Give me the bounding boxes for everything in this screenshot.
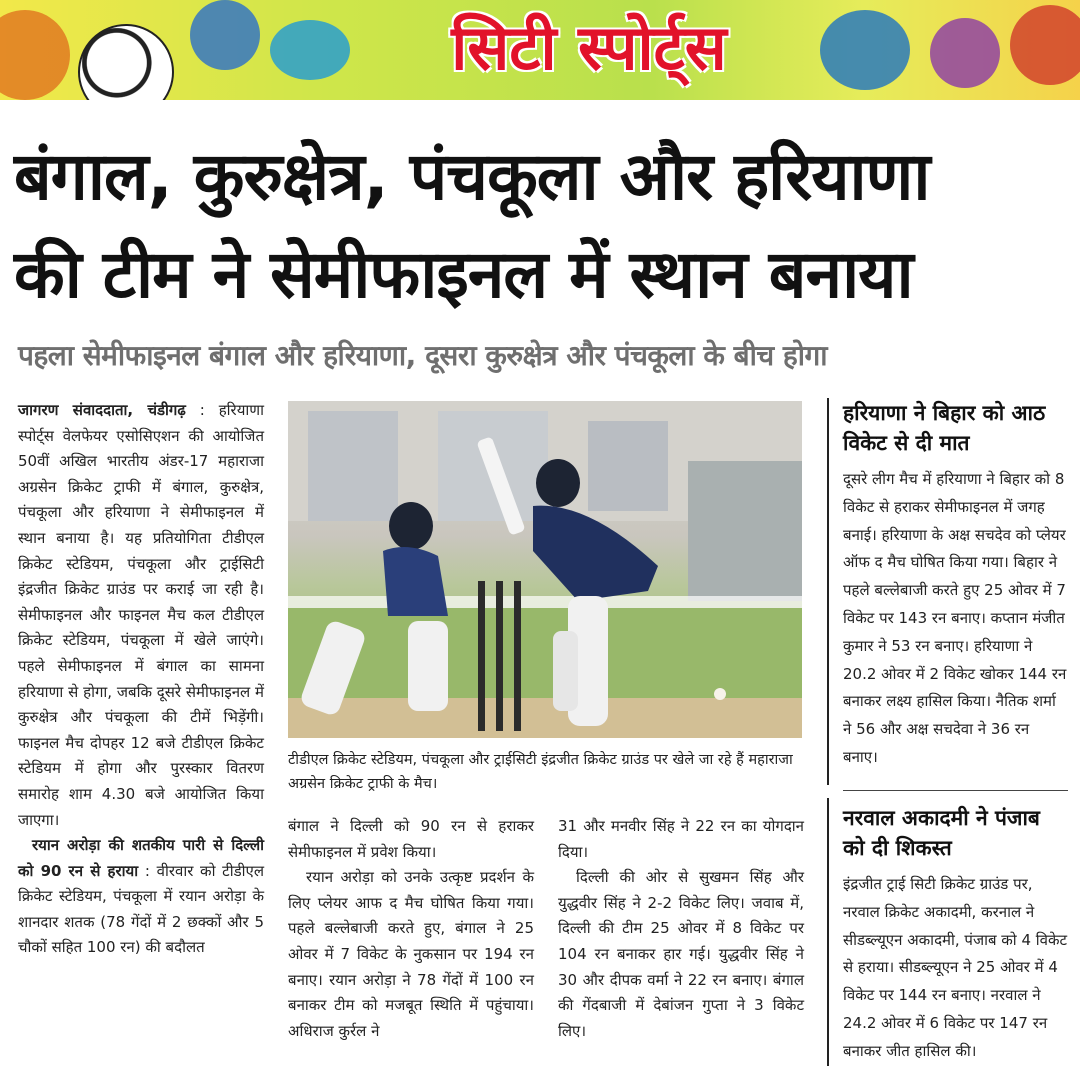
sidebar-story-2-headline: नरवाल अकादमी ने पंजाब को दी शिकस्त [843, 806, 1040, 860]
article-paragraph: : हरियाणा स्पोर्ट्स वेलफेयर एसोसिएशन की आयोजित 50वीं अखिल भारतीय अंडर-17 महाराजा अग्रसेन क्रिकेट ट्राफी में बंगाल, कुरुक्षेत्र, पंचकूला और हरियाणा ने सेमीफाइनल में स्थान बनाया है। यह प्रतियोगिता टीडीएल क्रिकेट स्टेडियम, पंचकूला और ट्राईसिटी इंद्रजीत क्रिकेट ग्राउंड पर कराई जा रही है। सेमीफाइनल और फाइनल मैच कल टीडीएल क्रिकेट स्टेडियम, पंचकूला में खेले जाएंगे। पहले सेमीफाइनल में बंगाल का सामना हरियाणा से होगा, जबकि दूसरे सेमीफाइनल में कुरुक्षेत्र और पंचकूला की टीमें भिड़ेंगी। फाइनल मैच दोपहर 12 बजे टीडीएल क्रिकेट स्टेडियम में होगा और पुरस्कार वितरण समारोह शाम 4.30 बजे आयोजित किया जाएगा। [18, 401, 265, 829]
article-paragraph: दिल्ली की ओर से सुखमन सिंह और युद्धवीर सिंह ने 2-2 विकेट लिए। जवाब में, दिल्ली की टीम 25 ओवर में 8 विकेट पर 104 रन बनाकर हार गई। युद्धवीर सिंह ने 30 और दीपक वर्मा ने 22 रन बनाए। बंगाल की गेंदबाजी में देबांजन गुप्ता ने 3 विकेट लिए। [558, 868, 804, 1040]
sidebar-story-1-headline: हरियाणा ने बिहार को आठ विकेट से दी मात [843, 401, 1046, 455]
article-paragraph: बंगाल ने दिल्ली को 90 रन से हराकर सेमीफाइनल में प्रवेश किया। [288, 817, 534, 861]
sidebar-divider [827, 798, 829, 1066]
sidebar-separator [843, 790, 1068, 791]
sports-silhouette [1010, 5, 1080, 85]
subsection-lead: रयान अरोड़ा की शतकीय पारी से दिल्ली को 90 रन से हराया [18, 836, 264, 880]
subheadline: पहला सेमीफाइनल बंगाल और हरियाणा, दूसरा कुरुक्षेत्र और पंचकूला के बीच होगा [18, 339, 828, 372]
cricket-match-image [288, 401, 802, 738]
sports-silhouette [930, 18, 1000, 88]
article-paragraph: 31 और मनवीर सिंह ने 22 रन का योगदान दिया। [558, 817, 804, 861]
article-column-3 [558, 814, 804, 1044]
article-paragraph: रयान अरोड़ा को उनके उत्कृष्ट प्रदर्शन के लिए प्लेयर आफ द मैच घोषित किया गया। पहले बल्लेबाजी करते हुए, बंगाल ने 25 ओवर में 7 विकेट के नुकसान पर 194 रन बनाए। रयान अरोड़ा ने 78 गेंदों में 100 रन बनाकर टीम को मजबूत स्थिति में पहुंचाया। अधिराज कुर्रल ने [288, 868, 534, 1040]
article-paragraph: : वीरवार को टीडीएल क्रिकेट स्टेडियम, पंचकूला में रयान अरोड़ा के शानदार शतक (78 गेंदों में 2 छक्कों और 5 चौकों सहित 100 रन) की बदौलत [18, 861, 265, 957]
headline-line-1: बंगाल, कुरुक्षेत्र, पंचकूला और हरियाणा [14, 138, 930, 215]
photo-caption: टीडीएल क्रिकेट स्टेडियम, पंचकूला और ट्राईसिटी इंद्रजीत क्रिकेट ग्राउंड पर खेले जा रहे हैं महाराजा अग्रसेन क्रिकेट ट्राफी के मैच। [288, 752, 793, 792]
section-title: सिटी स्पोर्ट्स [451, 11, 727, 84]
sports-silhouette [270, 20, 350, 80]
byline: जागरण संवाददाता, चंडीगढ़ [18, 401, 186, 419]
sports-silhouette [0, 10, 70, 100]
sports-silhouette [190, 0, 260, 70]
section-banner [0, 0, 1080, 100]
article-column-1 [18, 398, 264, 961]
sports-silhouette [820, 10, 910, 90]
match-photo [288, 401, 802, 738]
sidebar-story-1-text: दूसरे लीग मैच में हरियाणा ने बिहार को 8 विकेट से हराकर सेमीफाइनल में जगह बनाई। हरियाणा के अक्ष सचदेव को प्लेयर ऑफ द मैच घोषित किया गया। बिहार ने पहले बल्लेबाजी करते हुए 25 ओवर में 7 विकेट पर 143 रन बनाए। कप्तान मंजीत कुमार ने 53 रन बनाए। हरियाणा ने 20.2 ओवर में 2 विकेट खोकर 144 रन बनाकर लक्ष्य हासिल किया। नैतिक शर्मा ने 56 और अक्ष सचदेवा ने 36 रन बनाए। [843, 470, 1067, 766]
sidebar-divider [827, 398, 829, 785]
football-icon [78, 24, 174, 100]
sidebar-story-2-text: इंद्रजीत ट्राई सिटी क्रिकेट ग्राउंड पर, नरवाल क्रिकेट अकादमी, करनाल ने सीडब्ल्यूएन अकादमी, पंजाब को 4 विकेट से हराया। सीडब्ल्यूएन ने 25 ओवर में 4 विकेट पर 144 रन बनाए। नरवाल ने 24.2 ओवर में 6 विकेट पर 147 रन बनाकर जीत हासिल की। [843, 875, 1068, 1060]
article-column-2 [288, 814, 534, 1044]
headline-line-2: की टीम ने सेमीफाइनल में स्थान बनाया [14, 236, 913, 313]
